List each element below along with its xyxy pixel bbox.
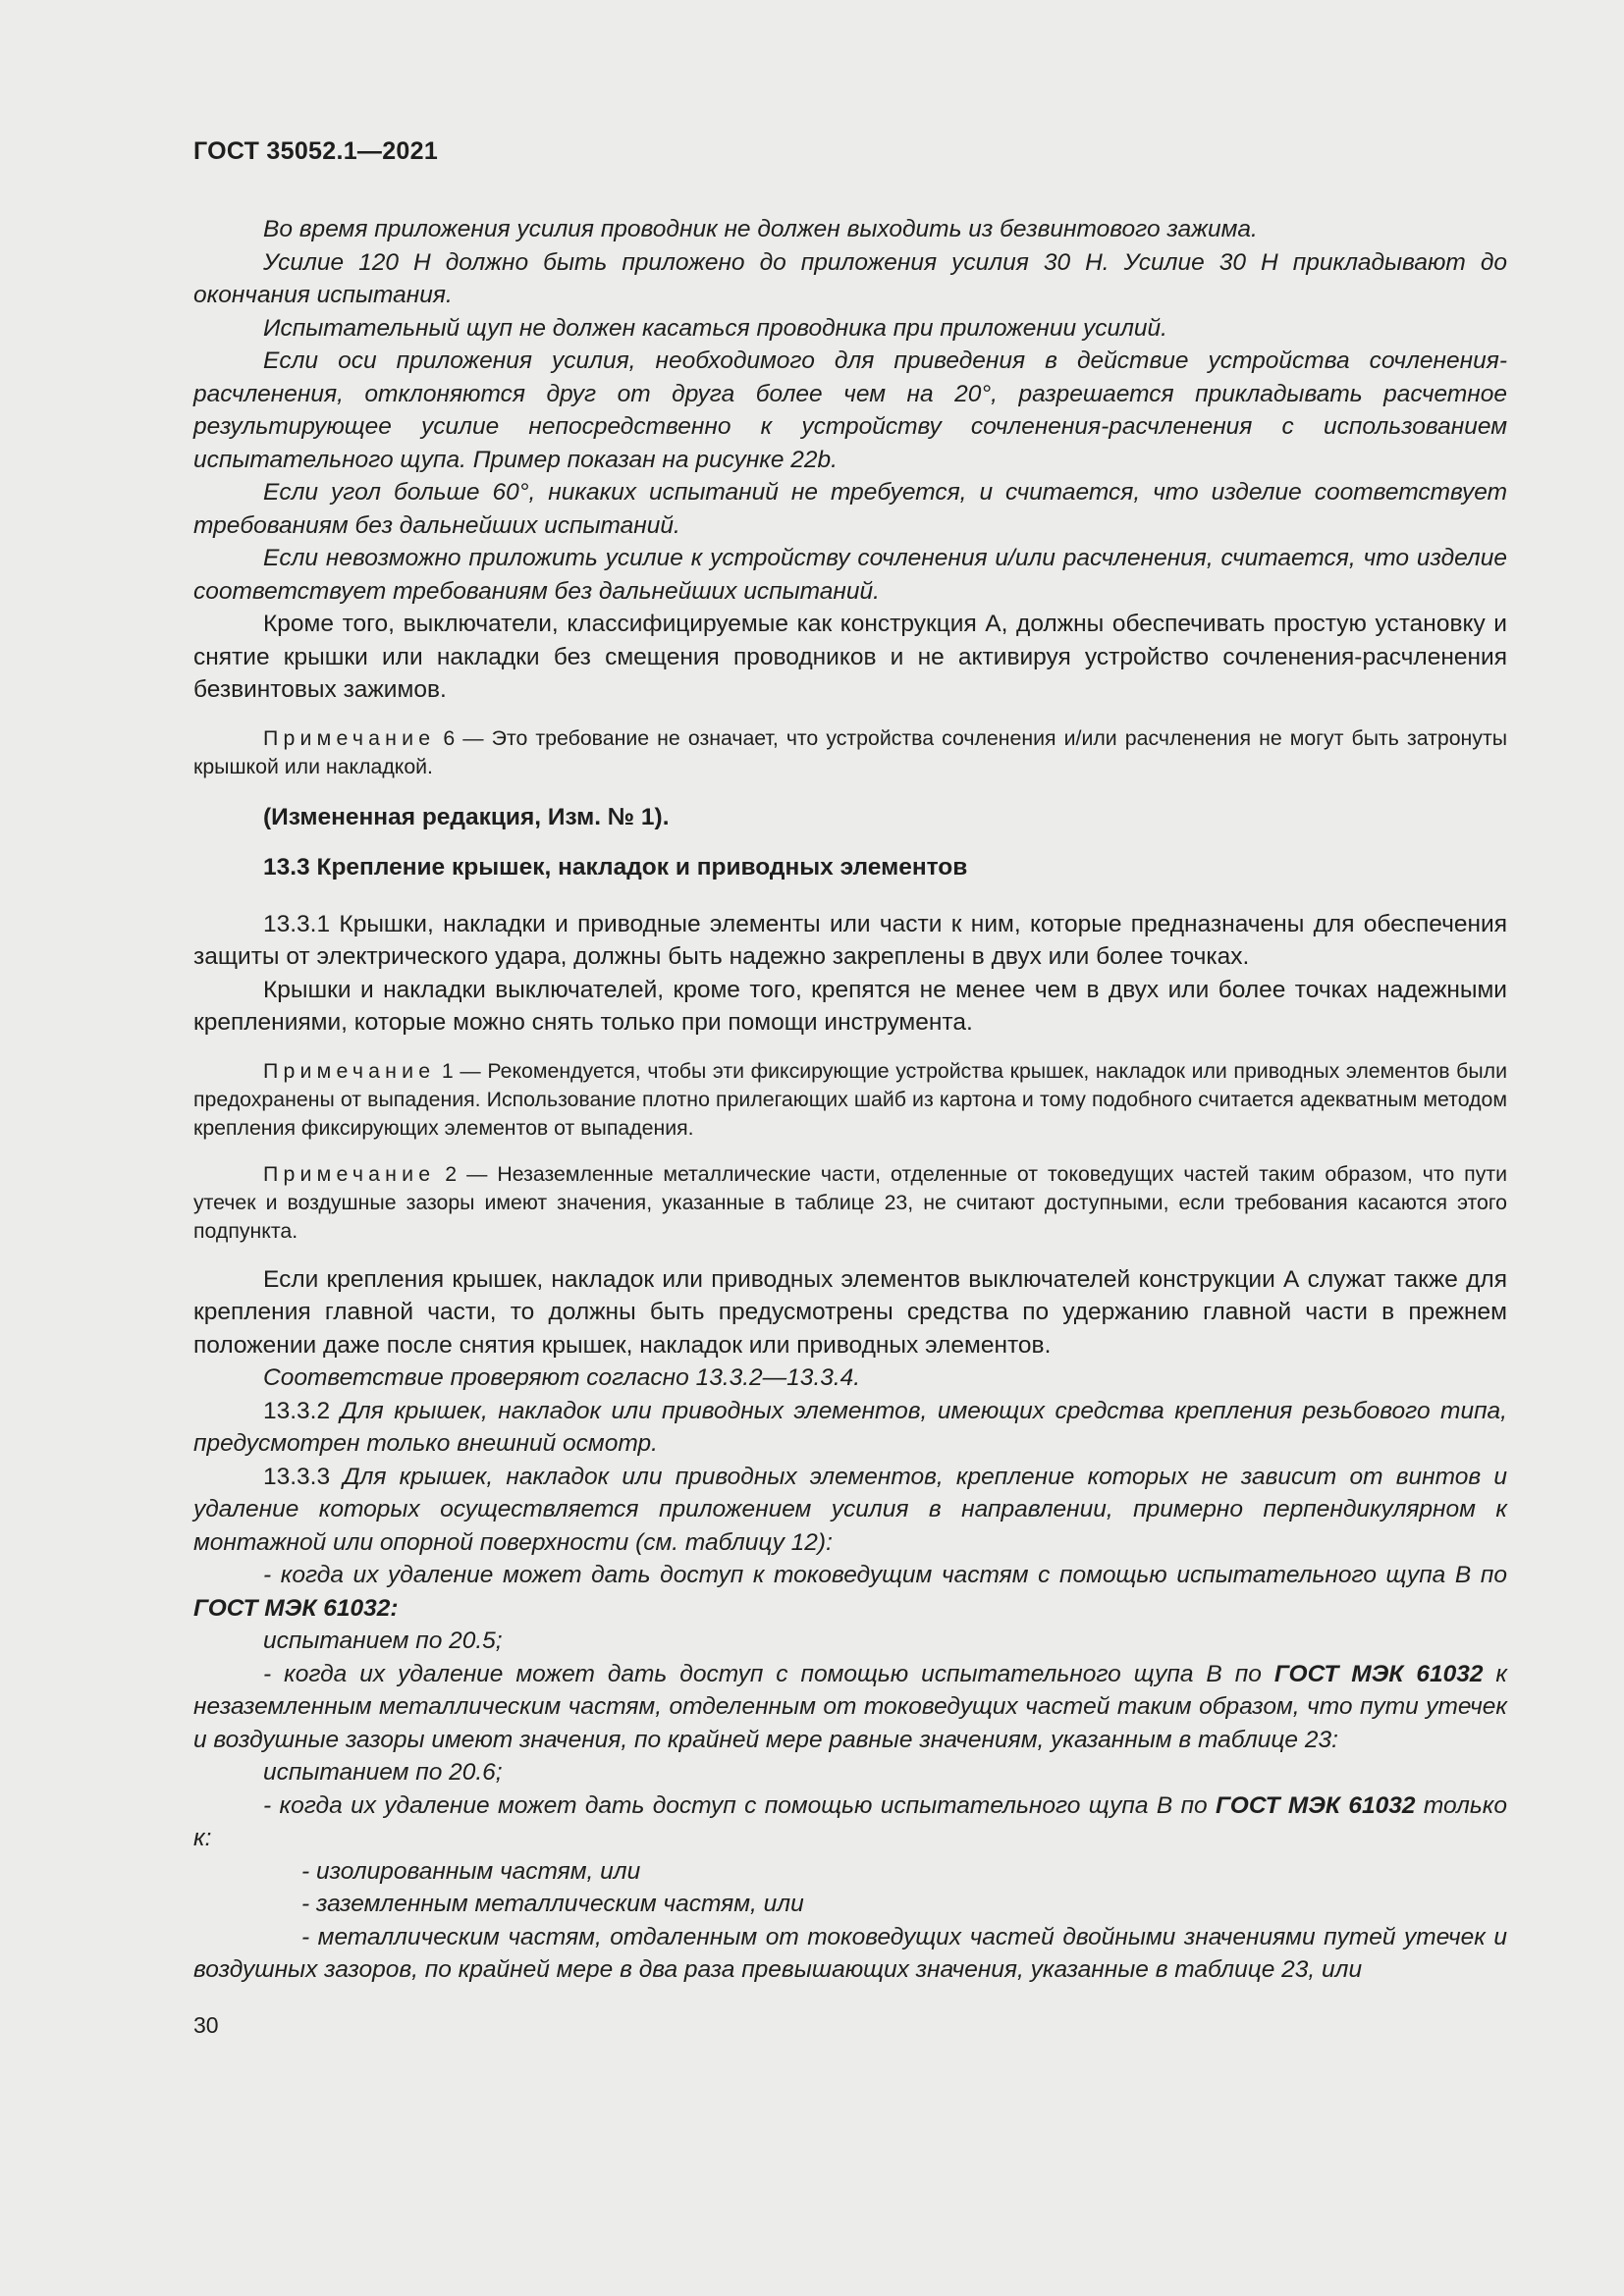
clause-number: 13.3.2	[263, 1397, 331, 1424]
paragraph: Соответствие проверяют согласно 13.3.2—13.3.4.	[263, 1364, 861, 1391]
list-item-text: - когда их удаление может дать доступ с помощью испытательного щупа В по	[263, 1791, 1217, 1819]
clause-text: Для крышек, накладок или приводных элементов, имеющих средства крепления резьбового типа, предусмотрен только внешний осмотр.	[193, 1397, 1507, 1457]
page-number: 30	[193, 2011, 219, 2038]
section-heading: 13.3 Крепление крышек, накладок и приводных элементов	[263, 854, 968, 881]
standard-reference: ГОСТ МЭК 61032:	[193, 1594, 399, 1622]
sub-list-item: - заземленным металлическим частям, или	[301, 1891, 804, 1917]
paragraph: Испытательный щуп не должен касаться проводника при приложении усилий.	[263, 314, 1167, 342]
note-text: 2 — Незаземленные металлические части, отделенные от токоведущих частей таким образом, что пути утечек и воздушные зазоры имеют значения, указанные в таблице 23, не считают доступными, если требования касаются этого подпункта.	[193, 1161, 1507, 1243]
standard-reference: ГОСТ МЭК 61032	[1216, 1791, 1416, 1819]
list-item	[193, 1789, 1507, 1855]
paragraph: Если оси приложения усилия, необходимого для приведения в действие устройства сочленения-расчленения, отклоняются друг от друга более чем на 20°, разрешается прикладывать расчетное результирующее усилие непосредственно к устройству сочленения-расчленения с использованием испытательного щупа. Пример показан на рисунке 22b.	[193, 347, 1507, 473]
list-item-text: к незаземленным металлическим частям, отделенным от токоведущих частей таким образом, что пути утечек и воздушные зазоры имеют значения, по крайней мере равные значениям, указанным в таблице 23:	[193, 1660, 1508, 1753]
note-label: Примечание	[263, 1058, 436, 1083]
clause-text: Для крышек, накладок или приводных элементов, крепление которых не зависит от винтов и удаление которых осуществляется приложением усилия в направлении, примерно перпендикулярном к монтажной или опорной поверхности (см. таблицу 12):	[193, 1463, 1507, 1556]
note-label: Примечание	[263, 1161, 436, 1186]
amendment-note: (Измененная редакция, Изм. № 1).	[263, 803, 670, 830]
list-item-text: только к:	[193, 1791, 1507, 1851]
list-item	[193, 1559, 1507, 1625]
paragraph: Во время приложения усилия проводник не должен выходить из безвинтового зажима.	[263, 216, 1258, 242]
list-item-text: - когда их удаление может дать доступ с помощью испытательного щупа В по	[263, 1660, 1274, 1687]
paragraph: Если крепления крышек, накладок или приводных элементов выключателей конструкции А служат также для крепления главной части, то должны быть предусмотрены средства по удержанию главной части в прежнем положении даже после снятия крышек, накладок или приводных элементов.	[193, 1265, 1507, 1359]
paragraph: Если угол больше 60°, никаких испытаний не требуется, и считается, что изделие соответствует требованиям без дальнейших испытаний.	[193, 479, 1507, 539]
test-reference: испытанием по 20.6;	[263, 1759, 503, 1786]
note-text: 6 — Это требование не означает, что устройства сочленения и/или расчленения не могут быть затронуты крышкой или накладкой.	[193, 725, 1508, 778]
note-6	[193, 724, 1507, 781]
standard-reference: ГОСТ МЭК 61032	[1273, 1660, 1484, 1687]
paragraph: Усилие 120 Н должно быть приложено до приложения усилия 30 Н. Усилие 30 Н прикладывают до окончания испытания.	[193, 248, 1507, 308]
list-item	[193, 1658, 1507, 1757]
document-header: ГОСТ 35052.1—2021	[193, 137, 439, 165]
note-2	[193, 1160, 1507, 1246]
paragraph: 13.3.1 Крышки, накладки и приводные элементы или части к ним, которые предназначены для обеспечения защиты от электрического удара, должны быть надежно закреплены в двух или более точках.	[193, 910, 1507, 970]
sub-list-item: - изолированным частям, или	[301, 1857, 641, 1885]
note-1	[193, 1057, 1507, 1143]
clause-13-3-3	[193, 1461, 1507, 1560]
sub-list-item: - металлическим частям, отдаленным от токоведущих частей двойными значениями путей утечек и воздушных зазоров, по крайней мере в два раза превышающих значения, указанные в таблице 23, или	[193, 1923, 1507, 1983]
list-item-text: - когда их удаление может дать доступ к токоведущим частям с помощью испытательного щупа В по	[263, 1562, 1507, 1588]
clause-13-3-2	[193, 1395, 1507, 1461]
paragraph: Если невозможно приложить усилие к устройству сочленения и/или расчленения, считается, что изделие соответствует требованиям без дальнейших испытаний.	[193, 545, 1507, 605]
paragraph: Кроме того, выключатели, классифицируемые как конструкция А, должны обеспечивать простую установку и снятие крышки или накладки без смещения проводников и не активируя устройство сочленения-расчленения безвинтовых зажимов.	[193, 611, 1507, 703]
note-text: 1 — Рекомендуется, чтобы эти фиксирующие устройства крышек, накладок или приводных элементов были предохранены от выпадения. Использование плотно прилегающих шайб из картона и тому подобного считается адекватным методом крепления фиксирующих элементов от выпадения.	[193, 1058, 1507, 1140]
test-reference: испытанием по 20.5;	[263, 1628, 503, 1654]
paragraph: Крышки и накладки выключателей, кроме того, крепятся не менее чем в двух или более точках надежными креплениями, которые можно снять только при помощи инструмента.	[193, 976, 1507, 1036]
note-label: Примечание	[263, 725, 436, 750]
clause-number: 13.3.3	[263, 1463, 331, 1490]
document-page	[193, 137, 1507, 2039]
